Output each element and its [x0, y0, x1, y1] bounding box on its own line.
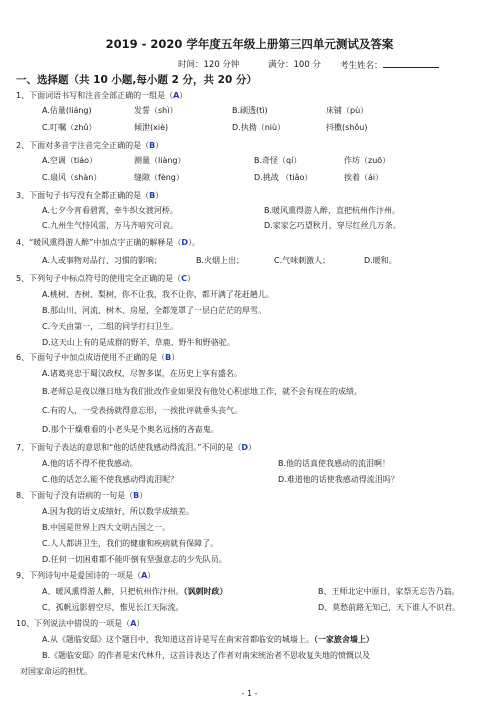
exam-score: 满分：100 分: [268, 60, 321, 70]
option-d-2: 挨着（ái）: [344, 173, 384, 182]
option-a-2: 发誓（shì）: [134, 106, 178, 115]
option-b: B.暖风熏得游人醉，直把杭州作汴州。: [264, 206, 401, 215]
document-title: 2019 - 2020 学年度五年级上册第三四单元测试及答案: [105, 37, 394, 51]
answer: A: [141, 571, 148, 580]
option-c: C.气味刺激人；: [274, 256, 331, 265]
option-a-2: 测量（liàng）: [134, 156, 186, 165]
answer: D: [181, 238, 189, 247]
option-c-2: 缝隙（fèng）: [134, 173, 184, 182]
answer: D: [241, 443, 249, 452]
question-5-stem: 5、下列句子中标点符号的使用完全正确的是（C）: [16, 274, 195, 283]
name-label: 考生姓名：: [340, 61, 383, 71]
option-a: A.他的话不得不使我感动。: [42, 459, 138, 468]
question-1-stem: 1、下面词语书写和注音全部正确的一组是（A）: [16, 91, 188, 100]
question-8-stem: 8、下面句子没有语病的一句是（B）: [16, 491, 148, 500]
exam-time: 时间：120 分钟: [178, 60, 240, 70]
answer: B: [133, 491, 140, 500]
option-a: A.人或事物对品行、习惯的影响；: [42, 256, 162, 265]
option-d: D.暖和。: [364, 256, 397, 265]
question-9-stem: 9、下列诗句中是爱国诗的一项是（A）: [16, 571, 156, 580]
option-a: A.七夕今宵看碧霄，牵牛织女渡河桥。: [42, 206, 178, 215]
option-a-1: A.估量(liáng): [42, 106, 92, 115]
answer: B: [165, 353, 172, 362]
option-b-1: B.奇怪（qí）: [254, 156, 302, 165]
option-a-1: A.空调（tiáo）: [42, 156, 98, 165]
option-b-1: B.刷透(tì): [232, 106, 268, 115]
question-2-stem: 2、下面对多音字注音完全正确的是（B）: [16, 141, 164, 150]
option-c: C.他的话怎么能不使我感动得流泪呢？: [42, 475, 179, 484]
option-b: B.他的话真使我感动的流泪啊！: [278, 459, 391, 468]
option-a-note: （讽刺时政）: [183, 587, 228, 596]
question-4-stem: 4、“暖风熏得游人醉”中加点字正确的解释是（D）。: [16, 238, 201, 247]
option-c: C.九州生气恃风雷，万马齐喑究可哀。: [42, 221, 179, 230]
option-b: B.火烟上出；: [196, 256, 245, 265]
option-d: D.家家乞巧望秋月，穿尽红丝几万条。: [264, 221, 401, 230]
page-number: - 1 -: [241, 689, 258, 698]
answer: A: [130, 619, 137, 628]
option-b-2: 作坊（zuō）: [344, 156, 391, 165]
option-b: B、王师北定中原日，家祭无忘告乃翁。: [318, 587, 460, 596]
answer: A: [173, 91, 180, 100]
option-d: D.难道他的话使我感动得流泪吗？: [278, 475, 399, 484]
answer: B: [149, 191, 156, 200]
name-blank: [383, 58, 439, 68]
option-d-1: D.挑战 （tiǎo）: [254, 173, 313, 182]
answer: C: [181, 274, 187, 283]
option-d-1: D.执拗（niù）: [232, 123, 286, 132]
question-6-stem: 6、下面句子中加点成语使用不正确的是（B）: [16, 353, 180, 362]
option-d-2: 抖擞(shǒu): [326, 123, 368, 132]
section-heading: 一、选择题（共 10 小题,每小题 2 分，共 20 分）: [16, 74, 257, 86]
option-c-1: C.扇风（shàn）: [42, 173, 102, 182]
option-c-2: 倾泄(xiè): [134, 123, 169, 132]
option-c-1: C.叮嘱（zhǔ）: [42, 123, 97, 132]
option-a: A、暖风熏得游人醉，只把杭州作汴州。（讽刺时政）: [42, 587, 228, 596]
answer: B: [149, 141, 156, 150]
question-10-stem: 10、下列说法中错误的一项是（A）: [16, 619, 145, 628]
question-7-stem: 7、下面句子表达的意思和“他的话使我感动得流泪。”不同的是（D）: [16, 443, 257, 452]
option-a-note: （一家旅舍墙上）: [313, 635, 374, 644]
student-name: [340, 58, 439, 71]
option-d: D、莫愁前路无知己，天下谁人不识君。: [318, 603, 461, 612]
option-b-2: 床铺（pù）: [326, 106, 369, 115]
question-3-stem: 3、下面句子书写没有全都正确的是（B）: [16, 191, 164, 200]
option-c: C、孤帆远影碧空尽，惟见长江天际流。: [42, 603, 184, 612]
